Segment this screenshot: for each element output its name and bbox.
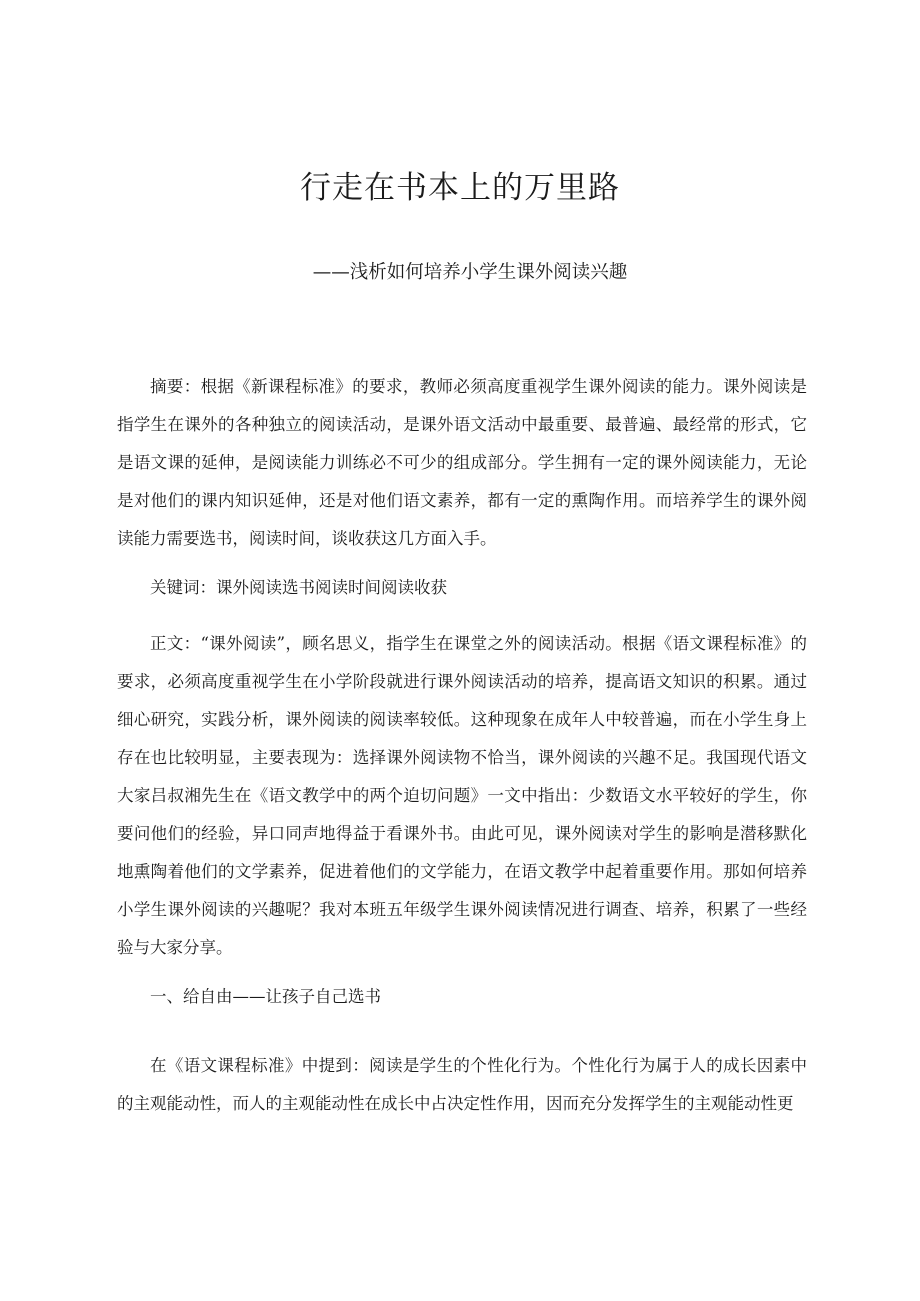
- section-heading: 一、给自由——让孩子自己选书: [150, 987, 381, 1006]
- keywords-paragraph: 关键词：课外阅读选书阅读时间阅读收获: [150, 578, 447, 597]
- abstract-paragraph: 摘要：根据《新课程标准》的要求，教师必须高度重视学生课外阅读的能力。课外阅读是指学生在课外的各种独立的阅读活动，是课外语文活动中最重要、最普遍、最经常的形式，它是语文课的延伸，是阅读能力训练必不可少的组成部分。学生拥有一定的课外阅读能力，无论是对他们的课内知识延伸，还是对他们语文素养，都有一定的熏陶作用。而培养学生的课外阅读能力需要选书，阅读时间，谈收获这几方面入手。: [117, 377, 807, 548]
- document-title: 行走在书本上的万里路: [300, 170, 620, 206]
- document-subtitle: ——浅析如何培养小学生课外阅读兴趣: [312, 262, 628, 283]
- section-paragraph: 在《语文课程标准》中提到：阅读是学生的个性化行为。个性化行为属于人的成长因素中的主观能动性，而人的主观能动性在成长中占决定性作用，因而充分发挥学生的主观能动性更: [117, 1056, 807, 1113]
- body-paragraph: 正文：“课外阅读”，顾名思义，指学生在课堂之外的阅读活动。根据《语文课程标准》的要求，必须高度重视学生在小学阶段就进行课外阅读活动的培养，提高语文知识的积累。通过细心研究，实践分析，课外阅读的阅读率较低。这种现象在成年人中较普遍，而在小学生身上存在也比较明显，主要表现为：选择课外阅读物不恰当，课外阅读的兴趣不足。我国现代语文大家吕叔湘先生在《语文教学中的两个迫切问题》一文中指出：少数语文水平较好的学生，你要问他们的经验，异口同声地得益于看课外书。由此可见，课外阅读对学生的影响是潜移默化地熏陶着他们的文学素养，促进着他们的文学能力，在语文教学中起着重要作用。那如何培养小学生课外阅读的兴趣呢？我对本班五年级学生课外阅读情况进行调查、培养，积累了一些经验与大家分享。: [117, 634, 807, 957]
